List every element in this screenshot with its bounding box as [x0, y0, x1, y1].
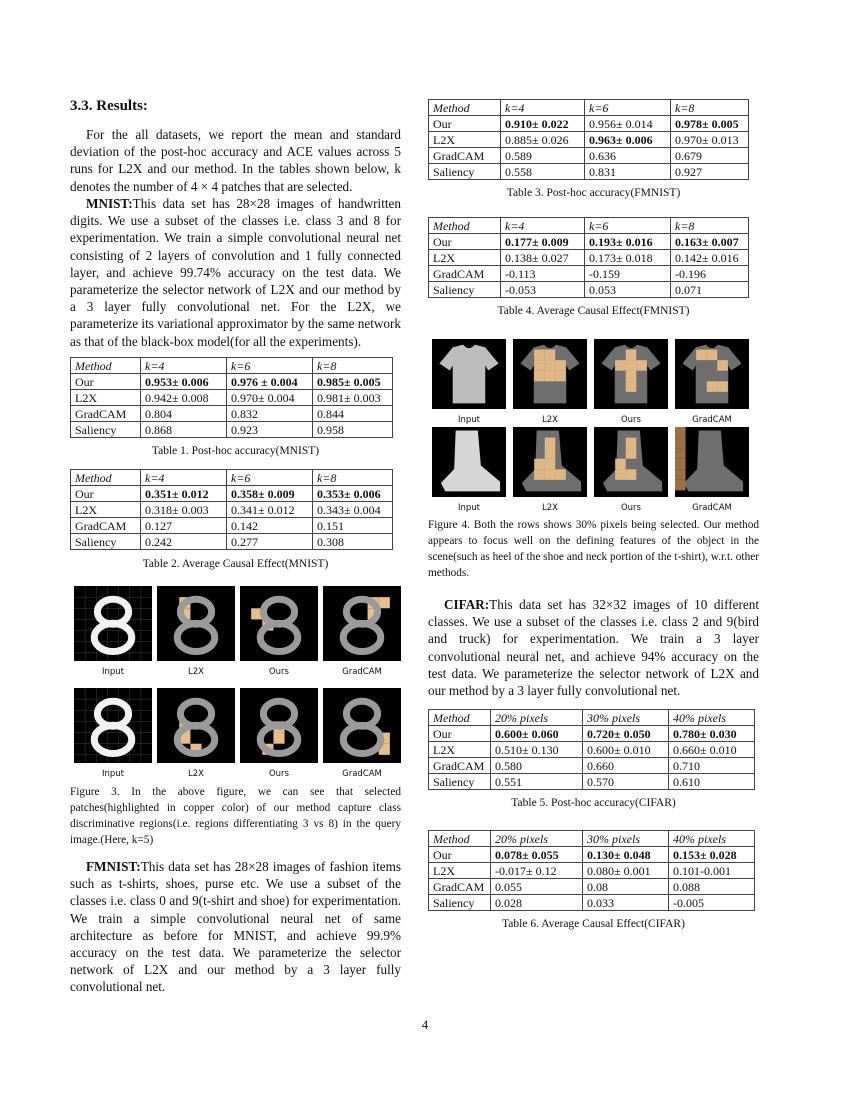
table-cell: 0.660 — [583, 758, 669, 774]
tile-label: L2X — [188, 667, 204, 677]
table-header-cell: 30% pixels — [583, 710, 669, 726]
table-cell: Our — [71, 374, 141, 390]
selected-patch — [626, 438, 637, 449]
figure-tile — [74, 586, 152, 677]
table-row — [429, 879, 755, 895]
table-header-cell: k=8 — [313, 470, 393, 486]
table-cell: Our — [429, 116, 501, 132]
selected-patch — [707, 381, 718, 392]
table-header-cell: 20% pixels — [491, 710, 583, 726]
table-cell: 0.193± 0.016 — [585, 234, 671, 250]
table-row — [71, 534, 393, 550]
figure-tile — [74, 688, 152, 779]
table-cell: 0.660± 0.010 — [669, 742, 755, 758]
table-cell: Saliency — [429, 164, 501, 180]
table-row — [429, 250, 749, 266]
table-cell: GradCAM — [71, 406, 141, 422]
table-header-cell: k=4 — [501, 218, 585, 234]
table-cell: GradCAM — [429, 266, 501, 282]
selected-patch — [545, 448, 556, 459]
table-cell: 0.343± 0.004 — [313, 502, 393, 518]
table-header-cell: Method — [429, 100, 501, 116]
cifar-heading: CIFAR: — [444, 597, 490, 612]
figure-4-image — [428, 337, 759, 515]
table-header-row — [429, 218, 749, 234]
table-cell: 0.080± 0.001 — [583, 863, 669, 879]
tile-label: GradCAM — [342, 667, 382, 677]
selected-patch — [626, 360, 637, 371]
selected-patch — [379, 597, 390, 608]
table-cell: -0.017± 0.12 — [491, 863, 583, 879]
table-row — [71, 486, 393, 502]
table-1-caption: Table 1. Post-hoc accuracy(MNIST) — [151, 445, 320, 457]
table-cell: Saliency — [429, 895, 491, 911]
table-cell: 0.804 — [141, 406, 227, 422]
table-5-caption: Table 5. Post-hoc accuracy(CIFAR) — [511, 797, 676, 809]
table-cell: 0.981± 0.003 — [313, 390, 393, 406]
selected-patch — [615, 459, 626, 470]
table-cell: 0.978± 0.005 — [671, 116, 749, 132]
table-cell: -0.005 — [669, 895, 755, 911]
figure-tile — [157, 688, 235, 779]
intro-paragraph — [70, 126, 401, 195]
table-row — [429, 266, 749, 282]
table-row — [71, 374, 393, 390]
table-cell: -0.196 — [671, 266, 749, 282]
table-cell: -0.159 — [585, 266, 671, 282]
table-header-cell: 20% pixels — [491, 831, 583, 847]
table-cell: 0.173± 0.018 — [585, 250, 671, 266]
table-cell: L2X — [71, 390, 141, 406]
selected-patch — [534, 350, 545, 361]
tile-label: Input — [101, 667, 125, 677]
selected-patch — [545, 438, 556, 449]
table-header-cell: k=8 — [671, 218, 749, 234]
table-cell: 0.600± 0.060 — [491, 726, 583, 742]
mnist-heading: MNIST: — [86, 196, 133, 211]
table-header-cell: k=8 — [671, 100, 749, 116]
table-cell: 0.551 — [491, 774, 583, 790]
table-cell: 0.318± 0.003 — [141, 502, 227, 518]
table-row — [71, 390, 393, 406]
table-cell: 0.589 — [501, 148, 585, 164]
figure-3-image — [70, 584, 401, 784]
selected-patch — [636, 360, 647, 371]
selected-patch — [555, 371, 566, 382]
fmnist-heading: FMNIST: — [86, 859, 141, 874]
selected-patch — [626, 469, 637, 480]
table-row — [429, 758, 755, 774]
table-row — [429, 895, 755, 911]
figure-3-caption: Figure 3. In the above figure, we can see that selected patches(highlighted in copper color) of our method capture class discriminative regions(i.e. regions differentiating 3 vs 8) in the query image.(Here, k=5) — [70, 786, 401, 846]
mnist-text: This data set has 28×28 images of handwritten digits. We use a subset of the classes i.e. class 3 and 8 for experimentation. We train a simple convolutional neural net consisting of 2 layers of convolution and 1 fully connected layer, and achieve 99.74% accuracy on the test data. We parameterize the selector network of L2X and our method by a 3 layer fully convolutional net. For the L2X, we parameterize its variational approximator by the same network as that of the black-box model(for all the experiments). — [70, 196, 401, 349]
table-cell: 0.710 — [669, 758, 755, 774]
section-title: 3.3. Results: — [70, 98, 148, 114]
page-number: 4 — [421, 1017, 429, 1032]
table-cell: 0.885± 0.026 — [501, 132, 585, 148]
table-2 — [70, 469, 393, 550]
table-row — [429, 742, 755, 758]
tile-label: GradCAM — [342, 769, 382, 779]
figure-tile — [157, 586, 235, 677]
table-cell: 0.353± 0.006 — [313, 486, 393, 502]
selected-patch — [626, 381, 637, 392]
fmnist-paragraph — [70, 858, 401, 996]
selected-patch — [545, 371, 556, 382]
table-cell: Saliency — [429, 774, 491, 790]
table-4-caption: Table 4. Average Causal Effect(FMNIST) — [497, 305, 690, 317]
table-cell: -0.053 — [501, 282, 585, 298]
table-cell: 0.679 — [671, 148, 749, 164]
table-cell: GradCAM — [429, 879, 491, 895]
table-cell: 0.053 — [585, 282, 671, 298]
table-1 — [70, 357, 393, 438]
tile-label: Input — [101, 769, 125, 779]
selected-patch — [615, 360, 626, 371]
table-row — [429, 132, 749, 148]
tile-label: Ours — [268, 769, 290, 779]
selected-patch — [707, 350, 718, 361]
table-cell: 0.970± 0.004 — [227, 390, 313, 406]
figure-tile — [323, 586, 401, 677]
figure-4 — [428, 337, 759, 515]
table-cell: 0.341± 0.012 — [227, 502, 313, 518]
table-cell: L2X — [429, 250, 501, 266]
figure-tile — [675, 339, 749, 425]
tile-label: Input — [457, 503, 481, 513]
table-cell: GradCAM — [71, 518, 141, 534]
table-header-cell: Method — [429, 218, 501, 234]
table-header-cell: Method — [71, 358, 141, 374]
table-header-row — [429, 831, 755, 847]
table-row — [71, 406, 393, 422]
table-3-caption: Table 3. Post-hoc accuracy(FMNIST) — [506, 187, 681, 199]
table-6 — [428, 830, 755, 911]
table-row — [429, 847, 755, 863]
table-cell: 0.923 — [227, 422, 313, 438]
table-header-cell: k=6 — [227, 470, 313, 486]
table-header-cell: 40% pixels — [669, 710, 755, 726]
table-cell: 0.510± 0.130 — [491, 742, 583, 758]
table-header-cell: Method — [71, 470, 141, 486]
table-row — [429, 774, 755, 790]
selected-patch — [534, 459, 545, 470]
table-cell: 0.142 — [227, 518, 313, 534]
table-row — [429, 726, 755, 742]
table-row — [71, 518, 393, 534]
tile-label: Input — [457, 415, 481, 425]
table-cell: 0.177± 0.009 — [501, 234, 585, 250]
figure-tile — [675, 427, 749, 513]
table-cell: 0.163± 0.007 — [671, 234, 749, 250]
table-header-cell: 30% pixels — [583, 831, 669, 847]
figure-tile — [323, 688, 401, 779]
table-cell: 0.358± 0.009 — [227, 486, 313, 502]
table-header-cell: Method — [429, 831, 491, 847]
selected-patch — [675, 448, 686, 459]
table-row — [429, 116, 749, 132]
table-cell: 0.970± 0.013 — [671, 132, 749, 148]
figure-tile — [432, 339, 506, 425]
figure-tile — [432, 427, 506, 513]
selected-patch — [717, 381, 728, 392]
tile-label: GradCAM — [692, 415, 732, 425]
table-cell: Saliency — [71, 534, 141, 550]
table-header-row — [71, 358, 393, 374]
table-header-cell: k=6 — [585, 100, 671, 116]
selected-patch — [675, 438, 686, 449]
table-cell: 0.868 — [141, 422, 227, 438]
selected-patch — [545, 350, 556, 361]
table-cell: 0.610 — [669, 774, 755, 790]
table-row — [429, 863, 755, 879]
fmnist-text: This data set has 28×28 images of fashion items such as t-shirts, shoes, purse etc. We use a subset of the classes i.e. class 0 and 9(t-shirt and shoe) for experimentation. We train a simple convolutional neural net of same architecture as before for MNIST, and achieve 99.9% accuracy on the test data. We parameterize the selector network of L2X and our method by a 3 layer fully convolutional net. — [70, 859, 401, 995]
selected-patch — [555, 469, 566, 480]
tile-label: GradCAM — [692, 503, 732, 513]
table-header-cell: 40% pixels — [669, 831, 755, 847]
figure-4-caption: Figure 4. Both the rows shows 30% pixels being selected. Our method appears to focus well on the defining features of the object in the scene(such as heel of the shoe and neck portion of the t-shirt), w.r.t. other methods. — [428, 519, 759, 579]
selected-patch — [675, 427, 686, 438]
table-row — [71, 422, 393, 438]
table-cell: 0.558 — [501, 164, 585, 180]
table-cell: 0.130± 0.048 — [583, 847, 669, 863]
selected-patch — [675, 480, 686, 491]
table-header-row — [429, 710, 755, 726]
selected-patch — [273, 733, 284, 744]
table-header-cell: k=4 — [141, 358, 227, 374]
table-cell: Saliency — [429, 282, 501, 298]
table-cell: 0.078± 0.055 — [491, 847, 583, 863]
tile-label: Ours — [620, 503, 642, 513]
table-3 — [428, 99, 749, 180]
table-cell: 0.08 — [583, 879, 669, 895]
table-cell: L2X — [429, 863, 491, 879]
table-header-cell: k=6 — [585, 218, 671, 234]
table-row — [429, 282, 749, 298]
table-cell: 0.242 — [141, 534, 227, 550]
table-4 — [428, 217, 749, 298]
table-cell: 0.088 — [669, 879, 755, 895]
figure-tile — [240, 586, 318, 677]
selected-patch — [717, 360, 728, 371]
table-cell: 0.976 ± 0.004 — [227, 374, 313, 390]
table-5 — [428, 709, 755, 790]
selected-patch — [555, 360, 566, 371]
table-cell: Saliency — [71, 422, 141, 438]
selected-patch — [534, 360, 545, 371]
selected-patch — [675, 459, 686, 470]
selected-patch — [696, 350, 707, 361]
table-header-row — [429, 100, 749, 116]
table-row — [429, 234, 749, 250]
figure-3 — [70, 584, 401, 784]
table-cell: 0.351± 0.012 — [141, 486, 227, 502]
table-cell: 0.153± 0.028 — [669, 847, 755, 863]
table-cell: 0.958 — [313, 422, 393, 438]
table-header-cell: Method — [429, 710, 491, 726]
mnist-paragraph — [70, 195, 401, 350]
cifar-paragraph — [428, 596, 759, 699]
table-row — [429, 164, 749, 180]
table-cell: 0.570 — [583, 774, 669, 790]
table-cell: 0.636 — [585, 148, 671, 164]
table-cell: 0.033 — [583, 895, 669, 911]
selected-patch — [545, 469, 556, 480]
selected-patch — [626, 448, 637, 459]
table-cell: L2X — [429, 132, 501, 148]
table-cell: 0.138± 0.027 — [501, 250, 585, 266]
selected-patch — [534, 469, 545, 480]
table-cell: 0.151 — [313, 518, 393, 534]
table-cell: 0.780± 0.030 — [669, 726, 755, 742]
intro-text: For the all datasets, we report the mean and standard deviation of the post-hoc accuracy and ACE values across 5 runs for L2X and our method. In the tables shown below, k denotes the number of 4 × 4 patches that are selected. — [70, 127, 401, 194]
table-header-cell: k=4 — [501, 100, 585, 116]
table-cell: 0.028 — [491, 895, 583, 911]
table-row — [429, 148, 749, 164]
tile-label: Ours — [620, 415, 642, 425]
table-header-cell: k=8 — [313, 358, 393, 374]
table-cell: 0.956± 0.014 — [585, 116, 671, 132]
table-cell: L2X — [429, 742, 491, 758]
selected-patch — [626, 371, 637, 382]
table-cell: 0.844 — [313, 406, 393, 422]
table-cell: GradCAM — [429, 148, 501, 164]
table-cell: Our — [429, 847, 491, 863]
figure-tile — [240, 688, 318, 779]
table-cell: Our — [71, 486, 141, 502]
table-cell: 0.832 — [227, 406, 313, 422]
table-cell: 0.580 — [491, 758, 583, 774]
selected-patch — [615, 469, 626, 480]
table-cell: L2X — [71, 502, 141, 518]
figure-tile — [594, 339, 668, 425]
table-header-row — [71, 470, 393, 486]
tile-label: Ours — [268, 667, 290, 677]
table-cell: 0.600± 0.010 — [583, 742, 669, 758]
table-header-cell: k=6 — [227, 358, 313, 374]
selected-patch — [534, 371, 545, 382]
table-cell: 0.985± 0.005 — [313, 374, 393, 390]
selected-patch — [545, 360, 556, 371]
table-cell: 0.308 — [313, 534, 393, 550]
table-cell: 0.831 — [585, 164, 671, 180]
table-cell: 0.942± 0.008 — [141, 390, 227, 406]
table-cell: 0.071 — [671, 282, 749, 298]
table-cell: 0.720± 0.050 — [583, 726, 669, 742]
table-cell: Our — [429, 726, 491, 742]
tile-label: L2X — [542, 415, 558, 425]
table-cell: -0.113 — [501, 266, 585, 282]
table-cell: 0.963± 0.006 — [585, 132, 671, 148]
selected-patch — [545, 459, 556, 470]
table-cell: 0.127 — [141, 518, 227, 534]
table-6-caption: Table 6. Average Causal Effect(CIFAR) — [502, 918, 685, 930]
table-cell: 0.953± 0.006 — [141, 374, 227, 390]
figure-tile — [594, 427, 668, 513]
table-cell: GradCAM — [429, 758, 491, 774]
table-cell: 0.142± 0.016 — [671, 250, 749, 266]
table-cell: 0.277 — [227, 534, 313, 550]
cifar-text: This data set has 32×32 images of 10 different classes. We use a subset of the classes i.e. class 2 and 9(bird and truck) for experimentation. We train a 3 layer convolutional neural net, and achieve 94% accuracy on the test data. We parameterize the selector network of L2X and our method by a 3 layer fully convolutional net. — [428, 597, 759, 699]
table-cell: 0.055 — [491, 879, 583, 895]
table-cell: Our — [429, 234, 501, 250]
figure-tile — [513, 339, 587, 425]
table-row — [71, 502, 393, 518]
tile-label: L2X — [188, 769, 204, 779]
selected-patch — [626, 350, 637, 361]
figure-tile — [513, 427, 587, 513]
table-header-cell: k=4 — [141, 470, 227, 486]
table-cell: 0.101-0.001 — [669, 863, 755, 879]
tile-label: L2X — [542, 503, 558, 513]
table-2-caption: Table 2. Average Causal Effect(MNIST) — [142, 558, 329, 570]
table-cell: 0.927 — [671, 164, 749, 180]
selected-patch — [675, 469, 686, 480]
table-cell: 0.910± 0.022 — [501, 116, 585, 132]
